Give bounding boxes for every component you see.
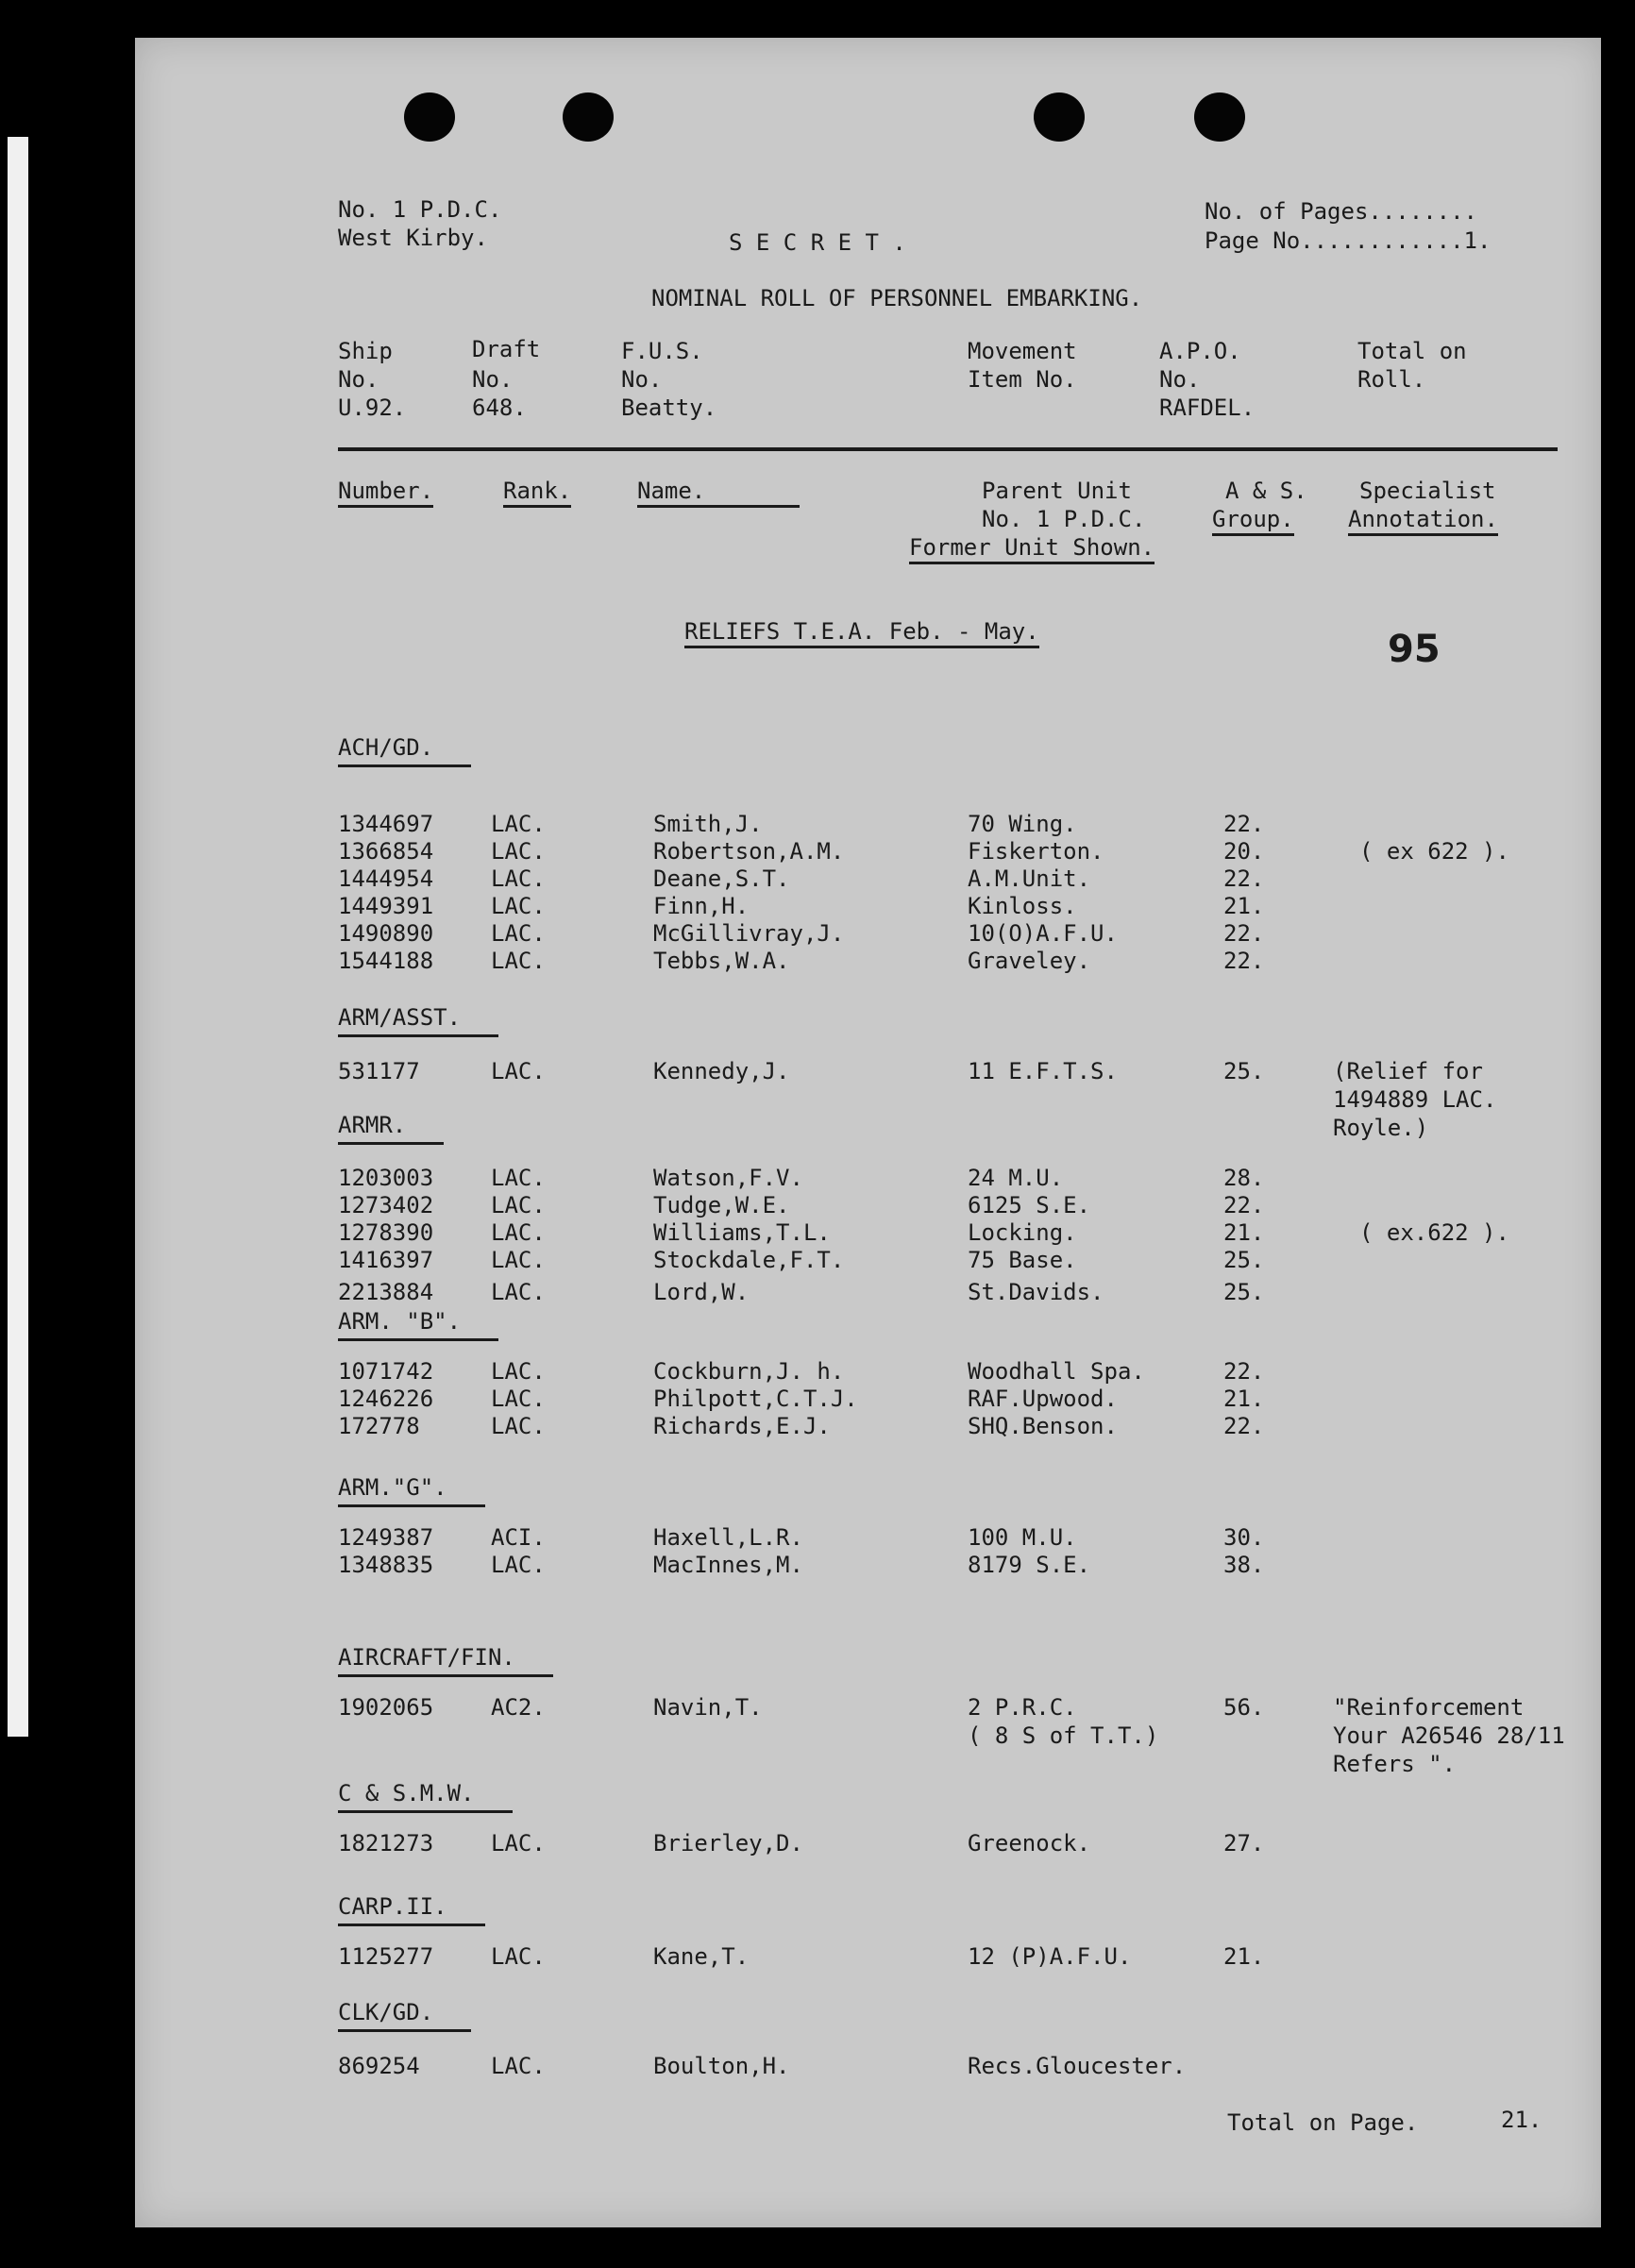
roll-number: 1544188 — [338, 948, 434, 974]
header-divider — [338, 447, 1558, 451]
roll-rank: LAC. — [491, 1165, 546, 1191]
roll-rank: LAC. — [491, 811, 546, 837]
roll-unit: 10(O)A.F.U. — [968, 920, 1118, 947]
col-parent-unit-1: Parent Unit — [982, 478, 1132, 504]
roll-group: 22. — [1223, 948, 1265, 974]
roll-name: Boulton,H. — [653, 2053, 790, 2079]
section-heading: ARMR. — [338, 1112, 444, 1145]
roll-name: Stockdale,F.T. — [653, 1247, 845, 1273]
col-number: Number. — [338, 479, 433, 508]
section-heading: CARP.II. — [338, 1893, 485, 1926]
fus-label: F.U.S. — [621, 338, 703, 364]
total-on-page-label: Total on Page. — [1227, 2109, 1419, 2136]
roll-rank: LAC. — [491, 1058, 546, 1084]
roll-number: 1203003 — [338, 1165, 434, 1191]
roll-name: Robertson,A.M. — [653, 838, 845, 865]
movement-item-label: Item No. — [968, 366, 1077, 393]
roll-name: Smith,J. — [653, 811, 763, 837]
roll-number: 1366854 — [338, 838, 434, 865]
roll-unit: 2 P.R.C. ( 8 S of T.T.) — [968, 1694, 1159, 1749]
total-roll-label-2: Roll. — [1357, 366, 1426, 393]
ship-no-label: No. — [338, 366, 379, 393]
roll-rank: LAC. — [491, 2053, 546, 2079]
classification: S E C R E T . — [729, 229, 906, 256]
reliefs-heading: RELIEFS T.E.A. Feb. - May. — [684, 620, 1039, 648]
roll-group: 28. — [1223, 1165, 1265, 1191]
roll-group: 21. — [1223, 893, 1265, 919]
roll-name: Cockburn,J. h. — [653, 1358, 845, 1385]
roll-name: Navin,T. — [653, 1694, 763, 1721]
roll-unit: Recs.Gloucester. — [968, 2053, 1187, 2079]
roll-name: MacInnes,M. — [653, 1552, 803, 1578]
roll-group: 25. — [1223, 1247, 1265, 1273]
roll-group: 22. — [1223, 1413, 1265, 1439]
roll-rank: LAC. — [491, 1358, 546, 1385]
roll-number: 1273402 — [338, 1192, 434, 1218]
roll-group: 21. — [1223, 1943, 1265, 1970]
roll-group: 27. — [1223, 1830, 1265, 1856]
ship-label: Ship — [338, 338, 393, 364]
roll-rank: LAC. — [491, 1413, 546, 1439]
roll-number: 1348835 — [338, 1552, 434, 1578]
roll-unit: 70 Wing. — [968, 811, 1077, 837]
roll-group: 25. — [1223, 1058, 1265, 1084]
roll-number: 1278390 — [338, 1219, 434, 1246]
roll-unit: 24 M.U. — [968, 1165, 1064, 1191]
roll-name: Philpott,C.T.J. — [653, 1386, 858, 1412]
roll-number: 1246226 — [338, 1386, 434, 1412]
roll-name: Brierley,D. — [653, 1830, 803, 1856]
roll-unit: Locking. — [968, 1219, 1077, 1246]
roll-number: 1071742 — [338, 1358, 434, 1385]
section-heading: ARM. "B". — [338, 1308, 498, 1341]
document-title: NOMINAL ROLL OF PERSONNEL EMBARKING. — [651, 285, 1143, 311]
roll-name: Watson,F.V. — [653, 1165, 803, 1191]
roll-rank: LAC. — [491, 893, 546, 919]
roll-group: 56. — [1223, 1694, 1265, 1721]
roll-unit: RAF.Upwood. — [968, 1386, 1118, 1412]
movement-label: Movement — [968, 338, 1077, 364]
roll-name: McGillivray,J. — [653, 920, 845, 947]
roll-rank: LAC. — [491, 948, 546, 974]
roll-name: Lord,W. — [653, 1279, 750, 1305]
roll-number: 1344697 — [338, 811, 434, 837]
section-heading: CLK/GD. — [338, 1999, 471, 2032]
roll-name: Kane,T. — [653, 1943, 750, 1970]
roll-name: Williams,T.L. — [653, 1219, 831, 1246]
roll-unit: Graveley. — [968, 948, 1091, 974]
roll-unit: Fiskerton. — [968, 838, 1104, 865]
roll-unit: 12 (P)A.F.U. — [968, 1943, 1132, 1970]
roll-unit: 11 E.F.T.S. — [968, 1058, 1118, 1084]
roll-rank: LAC. — [491, 1247, 546, 1273]
roll-rank: LAC. — [491, 1830, 546, 1856]
roll-number: 1821273 — [338, 1830, 434, 1856]
roll-group: 25. — [1223, 1279, 1265, 1305]
roll-number: 1249387 — [338, 1524, 434, 1551]
roll-rank: LAC. — [491, 838, 546, 865]
roll-unit: 100 M.U. — [968, 1524, 1077, 1551]
unit-line-2: West Kirby. — [338, 225, 488, 251]
fus-no-label: No. — [621, 366, 663, 393]
roll-rank: ACI. — [491, 1524, 546, 1551]
roll-number: 1449391 — [338, 893, 434, 919]
roll-unit: 6125 S.E. — [968, 1192, 1091, 1218]
unit-line-1: No. 1 P.D.C. — [338, 196, 502, 223]
roll-group: 21. — [1223, 1219, 1265, 1246]
apo-no-label: No. — [1159, 366, 1201, 393]
roll-unit: A.M.Unit. — [968, 865, 1091, 892]
section-heading: C & S.M.W. — [338, 1780, 513, 1813]
ship-value: U.92. — [338, 395, 407, 421]
roll-group: 22. — [1223, 811, 1265, 837]
roll-rank: LAC. — [491, 865, 546, 892]
roll-annotation: (Relief for 1494889 LAC. Royle.) — [1333, 1058, 1497, 1141]
punch-hole — [1194, 92, 1245, 142]
roll-number: 1490890 — [338, 920, 434, 947]
roll-rank: LAC. — [491, 1192, 546, 1218]
roll-number: 1444954 — [338, 865, 434, 892]
section-heading: ARM."G". — [338, 1474, 485, 1507]
roll-annotation: "Reinforcement Your A26546 28/11 Refers ". — [1333, 1694, 1565, 1777]
apo-label: A.P.O. — [1159, 338, 1241, 364]
roll-name: Tebbs,W.A. — [653, 948, 790, 974]
roll-rank: LAC. — [491, 1552, 546, 1578]
col-rank: Rank. — [503, 479, 571, 508]
total-roll-label: Total on — [1357, 338, 1467, 364]
col-name: Name. — [637, 479, 800, 508]
roll-rank: LAC. — [491, 1943, 546, 1970]
roll-name: Richards,E.J. — [653, 1413, 831, 1439]
total-on-page-value: 21. — [1501, 2107, 1542, 2133]
roll-rank: LAC. — [491, 920, 546, 947]
roll-annotation: ( ex.622 ). — [1359, 1219, 1509, 1246]
roll-annotation: ( ex 622 ). — [1359, 838, 1509, 865]
roll-name: Tudge,W.E. — [653, 1192, 790, 1218]
roll-group: 22. — [1223, 865, 1265, 892]
punch-hole — [1034, 92, 1085, 142]
roll-group: 20. — [1223, 838, 1265, 865]
roll-name: Finn,H. — [653, 893, 750, 919]
col-group-1: A & S. — [1225, 478, 1307, 504]
roll-rank: AC2. — [491, 1694, 546, 1721]
roll-number: 531177 — [338, 1058, 420, 1084]
apo-value: RAFDEL. — [1159, 395, 1256, 421]
section-heading: ARM/ASST. — [338, 1004, 498, 1037]
col-parent-unit-3: Former Unit Shown. — [909, 536, 1155, 564]
draft-no-label: No. — [472, 366, 514, 393]
roll-unit: SHQ.Benson. — [968, 1413, 1118, 1439]
roll-rank: LAC. — [491, 1386, 546, 1412]
pages-count: No. of Pages........ — [1205, 198, 1477, 225]
draft-label: Draft — [472, 336, 541, 362]
roll-number: 1902065 — [338, 1694, 434, 1721]
col-annotation-1: Specialist — [1359, 478, 1496, 504]
roll-rank: LAC. — [491, 1219, 546, 1246]
roll-group: 22. — [1223, 1192, 1265, 1218]
left-edge-strip — [8, 137, 28, 1737]
roll-group: 21. — [1223, 1386, 1265, 1412]
roll-group: 22. — [1223, 920, 1265, 947]
roll-name: Kennedy,J. — [653, 1058, 790, 1084]
draft-value: 648. — [472, 395, 527, 421]
roll-number: 2213884 — [338, 1279, 434, 1305]
section-heading: AIRCRAFT/FIN. — [338, 1644, 553, 1677]
handwritten-stamp: 95 — [1388, 628, 1441, 671]
roll-unit: St.Davids. — [968, 1279, 1104, 1305]
roll-number: 1125277 — [338, 1943, 434, 1970]
punch-hole — [563, 92, 614, 142]
roll-group: 22. — [1223, 1358, 1265, 1385]
col-annotation-2: Annotation. — [1348, 508, 1498, 536]
roll-rank: LAC. — [491, 1279, 546, 1305]
roll-unit: Woodhall Spa. — [968, 1358, 1145, 1385]
roll-name: Deane,S.T. — [653, 865, 790, 892]
page-number: Page No............1. — [1205, 227, 1492, 254]
roll-group: 38. — [1223, 1552, 1265, 1578]
roll-number: 869254 — [338, 2053, 420, 2079]
roll-group: 30. — [1223, 1524, 1265, 1551]
roll-unit: 75 Base. — [968, 1247, 1077, 1273]
section-heading: ACH/GD. — [338, 734, 471, 767]
col-parent-unit-2: No. 1 P.D.C. — [982, 506, 1146, 532]
roll-number: 172778 — [338, 1413, 420, 1439]
roll-unit: Kinloss. — [968, 893, 1077, 919]
punch-hole — [404, 92, 455, 142]
roll-unit: 8179 S.E. — [968, 1552, 1091, 1578]
roll-unit: Greenock. — [968, 1830, 1091, 1856]
fus-value: Beatty. — [621, 395, 717, 421]
roll-number: 1416397 — [338, 1247, 434, 1273]
col-group-2: Group. — [1212, 508, 1294, 536]
roll-name: Haxell,L.R. — [653, 1524, 803, 1551]
